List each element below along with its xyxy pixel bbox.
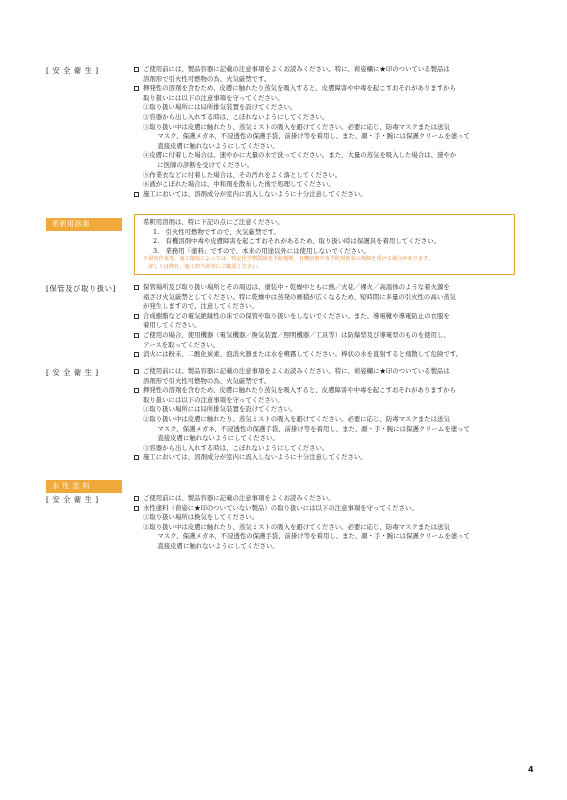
notice-line: 2. 有機溶剤中毒や皮膚障害を起こすおそれがあるため、取り扱い時は保護具を着用してください。 <box>153 237 441 246</box>
list-item <box>134 331 522 350</box>
item-text: 揮発性の溶剤を含むため、皮膚に触れたり蒸気を吸入すると、皮膚障害や中毒を起こすおそれがありますから <box>143 84 456 93</box>
item-text: 揮発性の溶剤を含むため、皮膚に触れたり蒸気を吸入すると、皮膚障害や中毒を起こすおそれがありますから <box>143 386 456 395</box>
checkbox-icon <box>134 333 139 338</box>
item-text: ①取り扱い場所には局所排気装置を設けてください。 <box>143 103 297 112</box>
item-text: が発生しますので、注意してください。 <box>143 302 258 311</box>
notice-line: 希釈用溶剤は、特に下記の点にご注意ください。 <box>143 218 284 226</box>
item-text: 直接皮膚に触れないようにしてください。 <box>151 541 279 550</box>
item-text: ④皮膚に付着した場合は、速やかに大量の水で洗ってください。また、大量の蒸気を吸入した場合は、速やか <box>143 151 457 160</box>
list-item <box>134 386 522 453</box>
item-list <box>134 494 522 552</box>
item-text: ②取り扱い中は皮膚に触れたり、蒸気ミストの吸入を避けてください。必要に応じ、防毒マスクまたは送気 <box>143 414 450 423</box>
item-text: マスク、保護メガネ、不浸透性の保護手袋、前掛け等を着用し、また、顔・手・腕には保護クリームを塗って <box>151 532 470 541</box>
section-tag: 水 性 塗 料 <box>46 480 122 493</box>
list-item <box>134 283 522 312</box>
item-text: 施工においては、溶剤成分が室内に流入しないように十分注意してください。 <box>143 453 367 462</box>
item-text: 施工においては、溶剤成分が室内に流入しないように十分注意してください。 <box>143 189 367 198</box>
item-text: ご使用前には、製品容器に記載の注意事項をよくお読みください。 <box>143 494 335 502</box>
checkbox-icon <box>134 192 139 197</box>
notice-line: 1. 引火性可燃物ですので、火気厳禁です。 <box>153 227 280 236</box>
item-text: アースを取ってください。 <box>143 340 220 349</box>
item-text: 溶剤形で引火性可燃物の為、火気厳禁です。 <box>143 376 271 385</box>
item-text: 合成樹脂などの電気絶縁性の床での保管や取り扱いをしないでください。また、導電靴や導電防止の衣服を <box>143 311 450 320</box>
item-text: 溶剤形で引火性可燃物の為、火気厳禁です。 <box>143 74 271 83</box>
item-text: ご使用前には、製品容器に記載の注意事項をよくお読みください。特に、荷姿欄に★印のついている製品は <box>143 367 450 375</box>
section-label: [ 安 全 衛 生 ] <box>46 495 99 504</box>
checkbox-icon <box>134 455 139 460</box>
item-text: 直接皮膚に触れないようにしてください。 <box>151 141 279 150</box>
checkbox-icon <box>134 496 139 501</box>
item-list <box>134 367 522 463</box>
regulation-note: ※屋内作業等、施工環境によっては、特定化学物質障害予防規則、有機溶剤中毒予防規則等の規制を受ける場合があります。 <box>143 256 434 263</box>
item-text: 遠ざけ火気厳禁としてください。特に乾燥中は蒸発の画積が広くなるため、短時間に多量の引火性の高い蒸気 <box>143 292 456 301</box>
item-list <box>134 283 522 360</box>
item-text: ⑥液がこぼれた場合は、中和剤を散布した後で処理してください。 <box>143 180 335 189</box>
page-number: 4 <box>528 765 534 774</box>
item-text: ①取り扱い場所には局所排気装置を設けてください。 <box>143 405 297 414</box>
checkbox-icon <box>134 285 139 290</box>
checkbox-icon <box>134 388 139 393</box>
checkbox-icon <box>134 86 139 91</box>
item-text: マスク、保護メガネ、不浸透性の保護手袋、前掛け等を着用し、また、顔・手・腕には保護クリームを塗って <box>151 424 470 433</box>
section-label: [ 安 全 衛 生 ] <box>46 368 99 377</box>
item-text: 取り扱いには以下の注意事項を守ってください。 <box>143 93 284 102</box>
item-list <box>134 65 522 199</box>
list-item <box>134 494 522 504</box>
item-text: ③取り扱い中は皮膚に触れたり、蒸気ミストの吸入を避けてください。必要に応じ、防毒マスクまたは送気 <box>143 122 450 131</box>
item-text: に医師の診断を受けてください。 <box>151 160 254 169</box>
list-item <box>134 504 522 552</box>
item-text: 取り扱いには以下の注意事項を守ってください。 <box>143 395 284 404</box>
list-item <box>134 453 522 463</box>
list-item <box>134 367 522 386</box>
item-text: 着用してください。 <box>143 321 201 330</box>
list-item <box>134 190 522 200</box>
checkbox-icon <box>134 352 139 357</box>
item-text: マスク、保護メガネ、不浸透性の保護手袋、前掛け等を着用し、また、顔・手・腕には保護クリームを塗って <box>151 132 470 141</box>
list-item <box>134 84 522 190</box>
item-text: ②取り扱い中は皮膚に触れたり、蒸気ミストの吸入を避けてください。必要に応じ、防毒マスクまたは送気 <box>143 522 450 531</box>
item-text: ①取り扱い場所は換気をしてください。 <box>143 513 259 522</box>
item-text: ⑤作業衣などに付着した場合は、その汚れをよく落としてください。 <box>143 170 342 179</box>
section-tag: 希釈用溶剤 <box>46 218 122 231</box>
item-text: ご使用前には、製品容器に記載の注意事項をよくお読みください。特に、荷姿欄に★印のついている製品は <box>143 65 450 73</box>
item-text: ③容器から出し入れする時は、こぼれないようにしてください。 <box>143 443 329 452</box>
item-text: 直接皮膚に触れないようにしてください。 <box>151 434 279 443</box>
checkbox-icon <box>134 369 139 374</box>
notice-line: 3. 業務用「塗料」ですので、本来の用途以外には使用しないでください。 <box>153 246 370 255</box>
section-label: [ 安 全 衛 生 ] <box>46 66 99 75</box>
checkbox-icon <box>134 67 139 72</box>
checkbox-icon <box>134 314 139 319</box>
list-item <box>134 312 522 331</box>
item-text: ②容器から出し入れする時は、こぼれないようにしてください。 <box>143 112 329 121</box>
checkbox-icon <box>134 506 139 511</box>
list-item <box>134 65 522 84</box>
thinner-notice-box <box>134 214 515 275</box>
section-label: [保管及び取り扱い] <box>46 284 116 293</box>
list-item <box>134 350 522 360</box>
item-text: 水性塗料（荷姿に★印のついていない製品）の取り扱いには以下の注意事項を守ってください。 <box>143 503 418 512</box>
regulation-note: 詳しくは弊社、施工担当者等にご確認ください。 <box>143 263 263 270</box>
item-text: 保管場所及び取り扱い場所とその周辺は、塗装中・乾燥中ともに熱／火花／裸火／高温体のような着火源を <box>143 283 450 291</box>
item-text: 消火には粉末、二酸化炭素、泡消火器または水を噴霧してください。棒状の水を直射すると飛散して危険です。 <box>143 350 463 359</box>
item-text: ご使用の場合、使用機器（電気機器／換気装置／照明機器／工具等）は防爆型及び導電型のものを使用し、 <box>143 330 450 339</box>
